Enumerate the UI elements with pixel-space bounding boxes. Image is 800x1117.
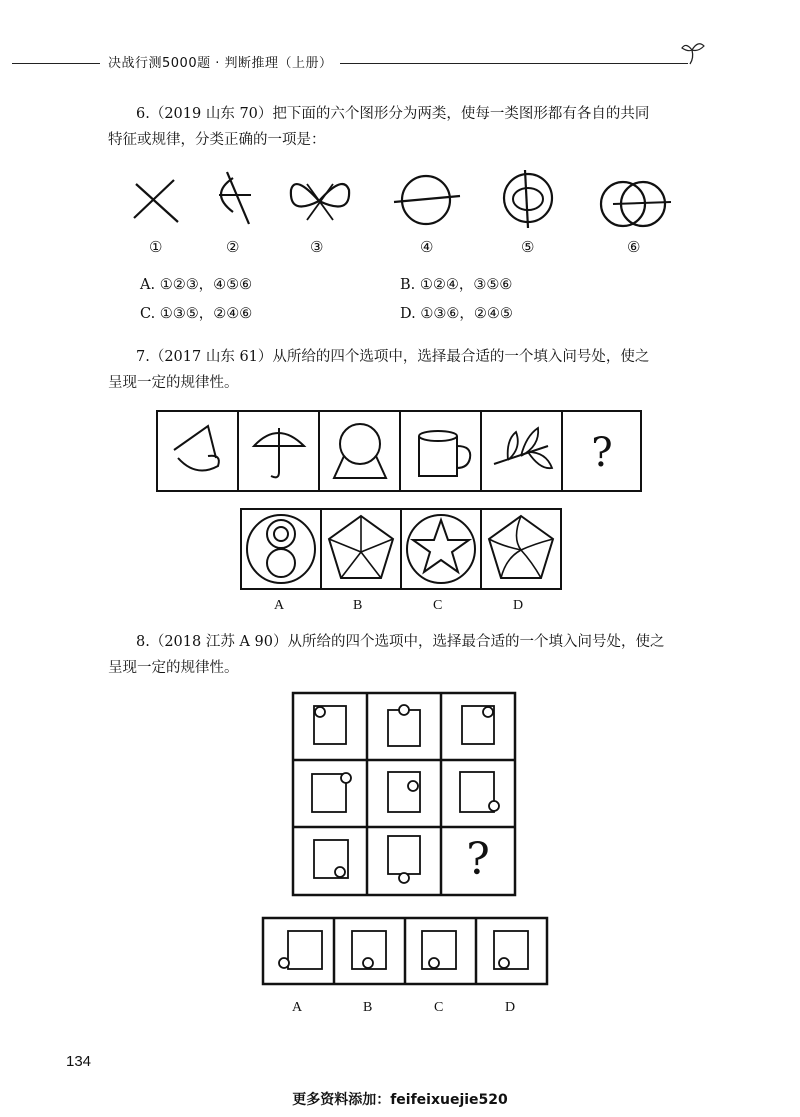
q6-figure-6 xyxy=(595,176,675,232)
q6-figure-label-3: ③ xyxy=(310,238,324,256)
q6-figure-label-1: ① xyxy=(149,238,163,256)
q8-option-b[interactable]: B xyxy=(363,1000,373,1015)
q6-figure-2 xyxy=(205,168,265,232)
q6-option-c[interactable]: C. ①③⑤，②④⑥ xyxy=(140,306,253,322)
page-number: 134 xyxy=(66,1053,92,1070)
q8-question-mark: ? xyxy=(466,834,490,885)
q6-option-d[interactable]: D. ①③⑥，②④⑤ xyxy=(400,306,513,322)
q7-option-b[interactable]: B xyxy=(353,598,363,613)
q7-option-a[interactable]: A xyxy=(274,598,285,613)
q6-figure-3 xyxy=(285,176,355,226)
q8-stem-line2: 呈现一定的规律性。 xyxy=(108,660,239,676)
q6-figure-1 xyxy=(128,172,188,232)
q7-stem-line2: 呈现一定的规律性。 xyxy=(108,375,239,391)
q6-stem-line1: 6.（2019 山东 70）把下面的六个图形分为两类，使每一类图形都有各自的共同 xyxy=(136,106,650,122)
running-header-title: 决战行测5000题 · 判断推理（上册） xyxy=(108,56,333,71)
q6-figure-4 xyxy=(392,172,462,228)
q7-sequence-strip xyxy=(156,410,646,494)
footer-note: 更多资料添加：feifeixuejie520 xyxy=(292,1092,508,1108)
q7-question-mark: ? xyxy=(591,430,613,476)
q6-figure-label-6: ⑥ xyxy=(627,238,641,256)
q7-options-strip xyxy=(240,508,564,592)
q6-option-a[interactable]: A. ①②③，④⑤⑥ xyxy=(140,277,253,293)
q8-option-c[interactable]: C xyxy=(434,1000,444,1015)
sprout-icon xyxy=(680,38,710,68)
header-rule-left xyxy=(12,63,100,64)
q6-stem-line2: 特征或规律，分类正确的一项是： xyxy=(108,132,326,148)
q6-option-b[interactable]: B. ①②④，③⑤⑥ xyxy=(400,277,513,293)
q7-stem-line1: 7.（2017 山东 61）从所给的四个选项中，选择最合适的一个填入问号处，使之 xyxy=(136,349,650,365)
q8-option-a[interactable]: A xyxy=(292,1000,303,1015)
q7-option-c[interactable]: C xyxy=(433,598,443,613)
header-rule-right xyxy=(340,63,688,64)
q8-stem-line1: 8.（2018 江苏 A 90）从所给的四个选项中，选择最合适的一个填入问号处，使之 xyxy=(136,634,665,650)
q6-figure-label-4: ④ xyxy=(420,238,434,256)
q7-option-d[interactable]: D xyxy=(513,598,524,613)
q8-grid xyxy=(292,692,518,898)
q8-option-d[interactable]: D xyxy=(505,1000,516,1015)
q6-figure-5 xyxy=(495,166,561,232)
q6-figure-label-5: ⑤ xyxy=(521,238,535,256)
q6-figure-label-2: ② xyxy=(226,238,240,256)
q8-options-strip xyxy=(262,917,552,989)
